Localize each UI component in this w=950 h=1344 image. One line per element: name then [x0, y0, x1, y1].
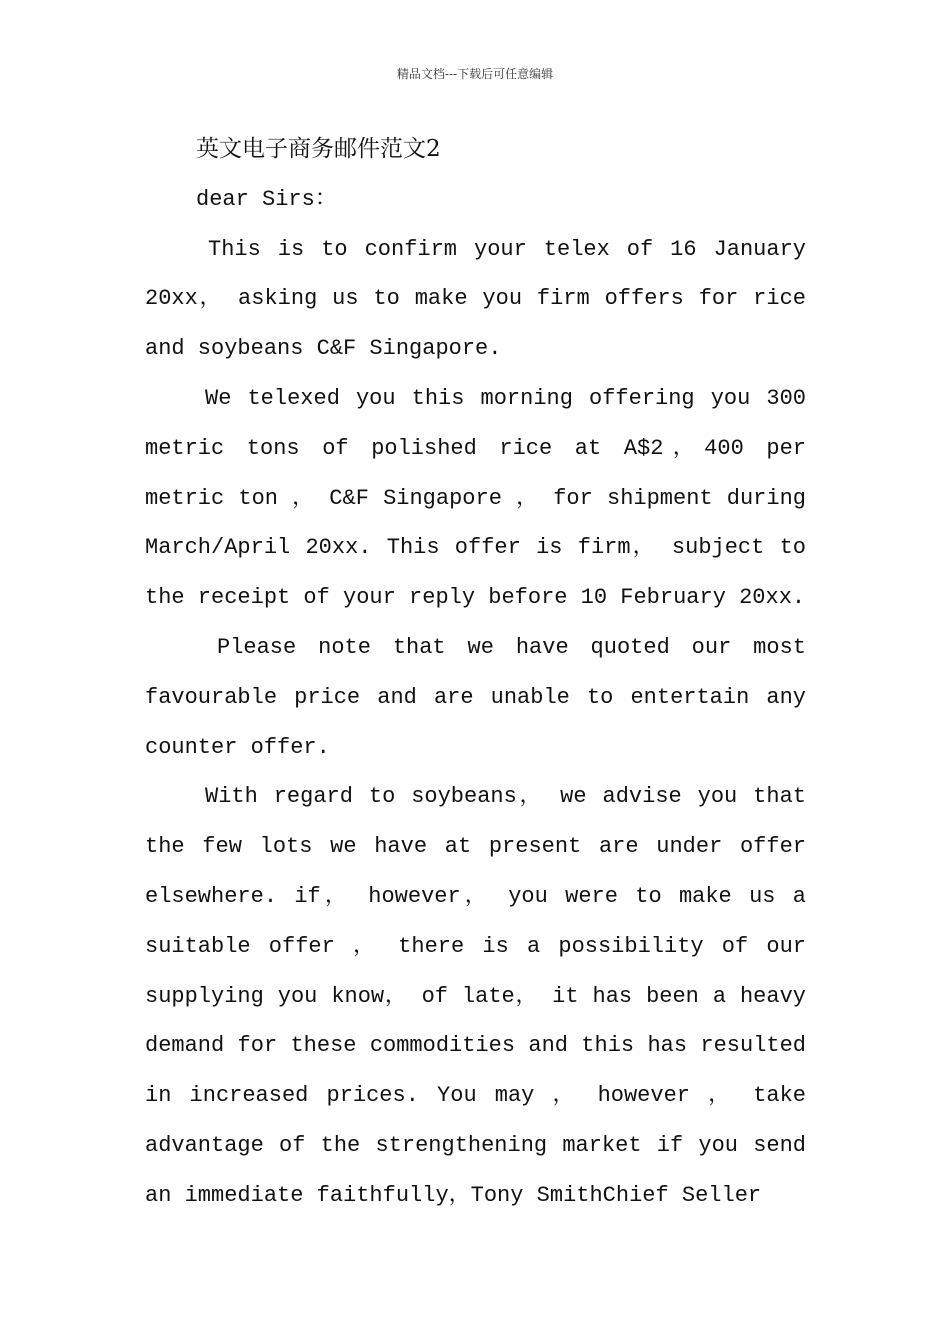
- document-title: 英文电子商务邮件范文2: [196, 136, 441, 162]
- paragraph-price-note: Please note that we have quoted our most favourable price and are unable to entertain any counter offer.: [145, 634, 806, 760]
- page-header: 精品文档---下载后可任意编辑: [396, 67, 554, 81]
- paragraph-rice-offer: We telexed you this morning offering you 300 metric tons of polished rice at A$2，400 per metric ton ， C&F Singapore ， for shipment during March/April 20xx. This offer is firm， subject to the receipt of your reply before 10 February 20xx.: [145, 385, 806, 611]
- paragraph-soybeans: With regard to soybeans， we advise you that the few lots we have at present are under offer elsewhere. if， however， you were to make us a suitable offer ， there is a possibility of our supplying you know， of late， it has been a heavy demand for these commodities and this has resulted in increased prices. You may ， however ， take advantage of the strengthening market if you send an immediate faithfully，Tony SmithChief Seller: [145, 784, 806, 1208]
- document-body: [145, 125, 806, 1221]
- salutation: dear Sirs：: [196, 186, 337, 212]
- paragraph-confirm-telex: This is to confirm your telex of 16 January 20xx， asking us to make you firm offers for rice and soybeans C&F Singapore.: [145, 236, 806, 362]
